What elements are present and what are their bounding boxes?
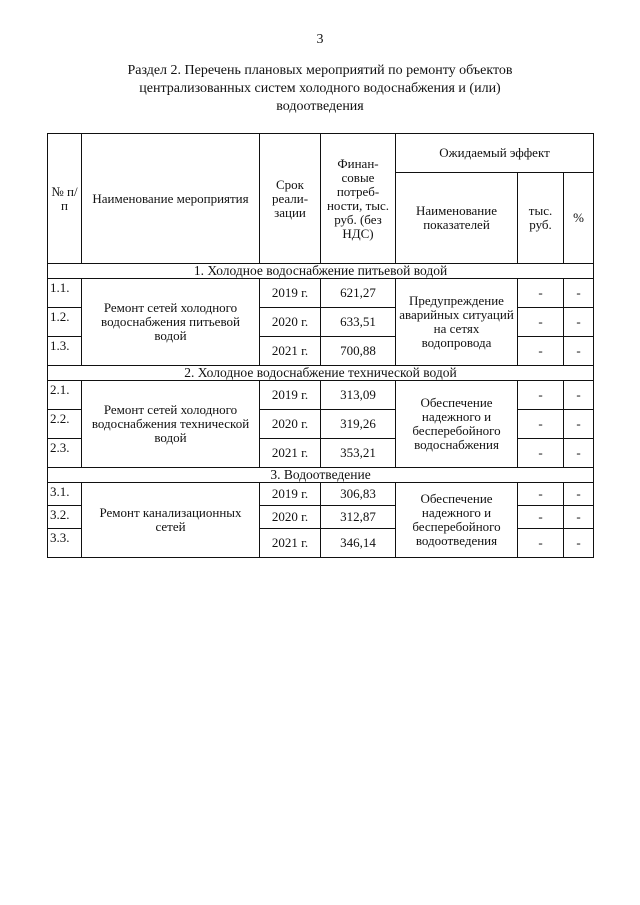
page-number: 3 bbox=[316, 32, 324, 47]
row-num: 3.1. bbox=[48, 483, 82, 506]
row-year: 2019 г. bbox=[260, 279, 321, 308]
row-pct: - bbox=[564, 439, 594, 468]
heading-line-3: водоотведения bbox=[276, 99, 364, 114]
header-name: Наименование мероприятия bbox=[82, 134, 260, 264]
row-pct: - bbox=[564, 308, 594, 337]
row-year: 2020 г. bbox=[260, 506, 321, 529]
row-num: 1.3. bbox=[48, 337, 82, 366]
row-amount: 633,51 bbox=[321, 308, 396, 337]
section-heading bbox=[95, 62, 545, 116]
row-num: 3.2. bbox=[48, 506, 82, 529]
row-pct: - bbox=[564, 337, 594, 366]
row-pct: - bbox=[564, 483, 594, 506]
row-amount: 621,27 bbox=[321, 279, 396, 308]
header-finance: Финан-совые потреб-ности, тыс. руб. (без НДС) bbox=[321, 134, 396, 264]
header-indicator-name: Наименование показателей bbox=[396, 173, 518, 264]
row-amount: 353,21 bbox=[321, 439, 396, 468]
section-title: 3. Водоотведение bbox=[48, 468, 594, 483]
activity-name: Ремонт сетей холодного водоснабжения технической водой bbox=[82, 381, 260, 468]
row-rub: - bbox=[518, 308, 564, 337]
header-effect: Ожидаемый эффект bbox=[396, 134, 594, 173]
header-row-1 bbox=[48, 134, 594, 173]
section-title: 1. Холодное водоснабжение питьевой водой bbox=[48, 264, 594, 279]
header-term: Срок реали-зации bbox=[260, 134, 321, 264]
expected-effect: Обеспечение надежного и бесперебойного водоснабжения bbox=[396, 381, 518, 468]
row-amount: 319,26 bbox=[321, 410, 396, 439]
row-amount: 346,14 bbox=[321, 529, 396, 558]
row-num: 1.2. bbox=[48, 308, 82, 337]
row-year: 2021 г. bbox=[260, 439, 321, 468]
heading-line-1: Раздел 2. Перечень плановых мероприятий по ремонту объектов bbox=[127, 63, 513, 78]
row-rub: - bbox=[518, 381, 564, 410]
row-year: 2019 г. bbox=[260, 381, 321, 410]
row-amount: 313,09 bbox=[321, 381, 396, 410]
row-rub: - bbox=[518, 410, 564, 439]
header-thousand-rub: тыс. руб. bbox=[518, 173, 564, 264]
activities-table bbox=[47, 133, 594, 558]
row-num: 2.3. bbox=[48, 439, 82, 468]
row-rub: - bbox=[518, 506, 564, 529]
row-num: 1.1. bbox=[48, 279, 82, 308]
row-pct: - bbox=[564, 381, 594, 410]
table-row bbox=[48, 381, 594, 410]
row-amount: 700,88 bbox=[321, 337, 396, 366]
row-amount: 312,87 bbox=[321, 506, 396, 529]
heading-line-2: централизованных систем холодного водоснабжения и (или) bbox=[139, 81, 501, 96]
section-row bbox=[48, 264, 594, 279]
row-year: 2019 г. bbox=[260, 483, 321, 506]
activity-name: Ремонт сетей холодного водоснабжения питьевой водой bbox=[82, 279, 260, 366]
header-percent: % bbox=[564, 173, 594, 264]
table-row bbox=[48, 279, 594, 308]
row-pct: - bbox=[564, 410, 594, 439]
row-year: 2021 г. bbox=[260, 337, 321, 366]
section-title: 2. Холодное водоснабжение технической водой bbox=[48, 366, 594, 381]
section-row bbox=[48, 468, 594, 483]
expected-effect: Предупреждение аварийных ситуаций на сетях водопровода bbox=[396, 279, 518, 366]
table-row bbox=[48, 483, 594, 506]
row-pct: - bbox=[564, 529, 594, 558]
row-num: 2.1. bbox=[48, 381, 82, 410]
row-num: 2.2. bbox=[48, 410, 82, 439]
row-pct: - bbox=[564, 506, 594, 529]
row-year: 2020 г. bbox=[260, 410, 321, 439]
row-rub: - bbox=[518, 439, 564, 468]
header-num: № п/п bbox=[48, 134, 82, 264]
row-amount: 306,83 bbox=[321, 483, 396, 506]
activity-name: Ремонт канализационных сетей bbox=[82, 483, 260, 558]
expected-effect: Обеспечение надежного и бесперебойного водоотведения bbox=[396, 483, 518, 558]
row-num: 3.3. bbox=[48, 529, 82, 558]
row-rub: - bbox=[518, 279, 564, 308]
row-rub: - bbox=[518, 337, 564, 366]
row-year: 2020 г. bbox=[260, 308, 321, 337]
row-year: 2021 г. bbox=[260, 529, 321, 558]
row-rub: - bbox=[518, 483, 564, 506]
row-pct: - bbox=[564, 279, 594, 308]
row-rub: - bbox=[518, 529, 564, 558]
section-row bbox=[48, 366, 594, 381]
